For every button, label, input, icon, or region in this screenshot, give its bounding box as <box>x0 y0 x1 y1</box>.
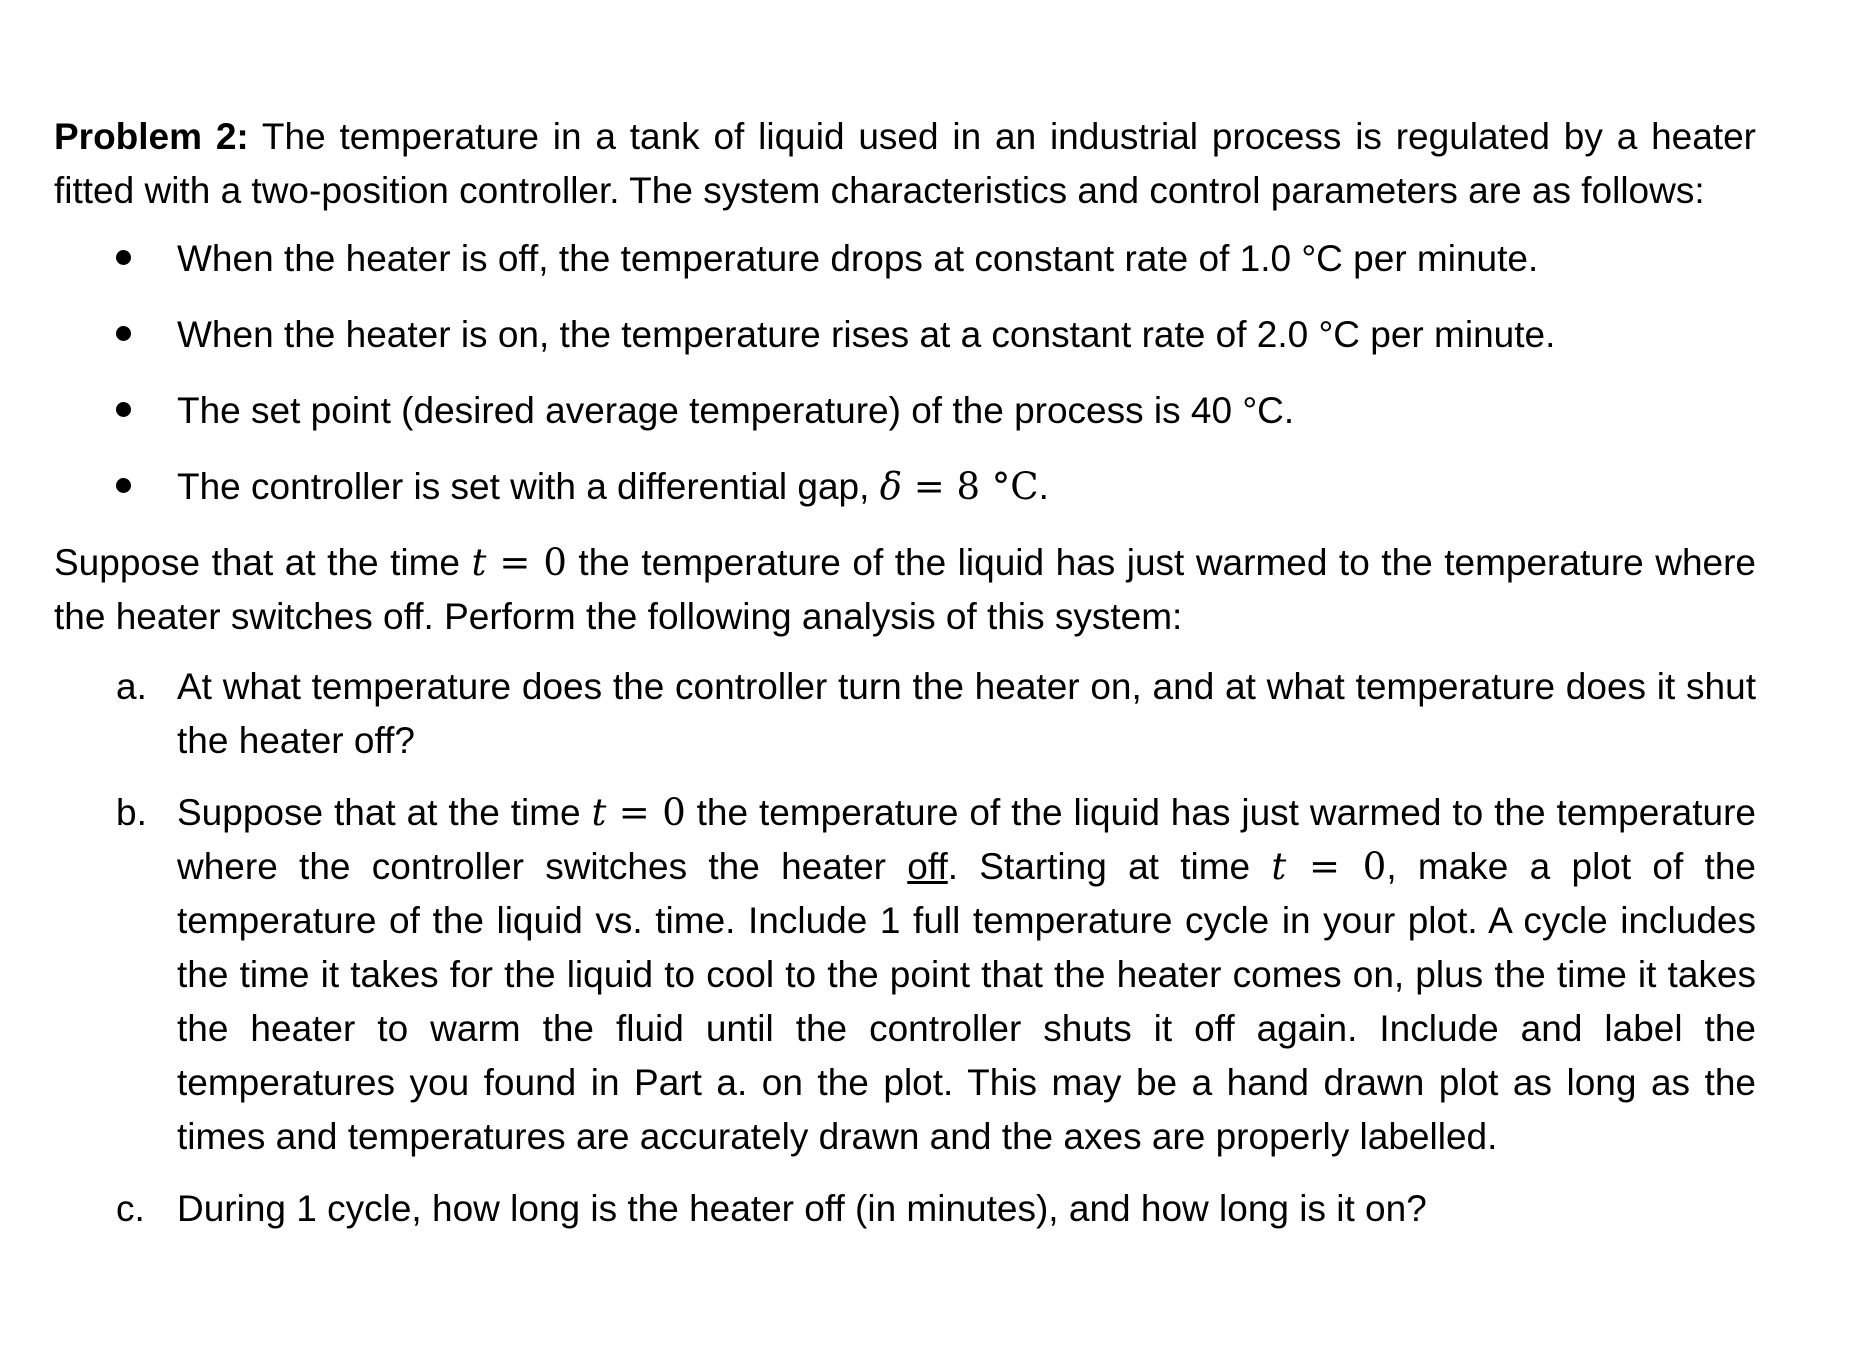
math-value: = 8 °C <box>901 465 1039 508</box>
math-expression <box>1271 845 1386 888</box>
math-variable: t <box>471 541 487 584</box>
document-page <box>54 110 1756 1254</box>
bullet-icon <box>116 402 131 417</box>
question-parts <box>54 660 1756 1236</box>
underlined-word: off <box>907 846 948 887</box>
bullet-suffix: . <box>1038 466 1049 507</box>
bullet-text: The controller is set with a differential gap, <box>177 466 880 507</box>
part-b <box>54 786 1756 1164</box>
bullet-text: The set point (desired average temperature) of the process is 40 °C. <box>177 390 1295 431</box>
part-b-text-2: the temperature of the liquid has just warmed to the temperature where the controller switches the heater <box>177 792 1756 887</box>
suppose-paragraph <box>54 536 1756 644</box>
part-letter: c. <box>116 1188 145 1229</box>
math-variable: t <box>1271 845 1287 888</box>
math-expression <box>592 791 686 834</box>
math-value: = 0 <box>1286 845 1387 888</box>
part-c-text: During 1 cycle, how long is the heater off (in minutes), and how long is it on? <box>177 1188 1427 1229</box>
part-b-text <box>177 786 1756 1164</box>
part-c <box>54 1182 1756 1236</box>
bullet-icon <box>116 326 131 341</box>
problem-heading: Problem 2: <box>54 116 249 157</box>
math-symbol: δ <box>879 465 902 508</box>
part-b-text-4: , make a plot of the temperature of the liquid vs. time. Include 1 full temperature cycle in your plot. A cycle includes the time it takes for the liquid to cool to the point that the heater comes on, plus the time it takes the heater to warm the fluid until the controller shuts it off again. Include and label the temperatures you found in Part a. on the plot. This may be a hand drawn plot as long as the times and temperatures are accurately drawn and the axes are properly labelled. <box>177 846 1756 1157</box>
bullet-icon <box>116 478 131 493</box>
math-expression <box>472 541 567 584</box>
part-b-text-1: Suppose that at the time <box>177 792 592 833</box>
part-a <box>54 660 1756 768</box>
math-value: = 0 <box>486 541 567 584</box>
bullet-icon <box>116 250 131 265</box>
part-a-text: At what temperature does the controller turn the heater on, and at what temperature does it shut the heater off? <box>177 666 1756 761</box>
part-letter: b. <box>116 792 147 833</box>
list-item <box>54 460 1756 514</box>
part-letter: a. <box>116 666 147 707</box>
list-item <box>54 308 1756 362</box>
math-expression <box>880 465 1039 508</box>
part-b-text-3: . Starting at time <box>947 846 1272 887</box>
list-item <box>54 384 1756 438</box>
math-value: = 0 <box>606 791 686 834</box>
suppose-text-end: the temperature of the liquid has just warmed to the temperature where the heater switches off. Perform the following analysis of this system: <box>54 542 1756 637</box>
bullet-text: When the heater is on, the temperature rises at a constant rate of 2.0 °C per minute. <box>177 314 1556 355</box>
bullet-text: When the heater is off, the temperature drops at constant rate of 1.0 °C per minute. <box>177 238 1539 279</box>
parameter-list <box>54 232 1756 514</box>
math-variable: t <box>591 791 607 834</box>
problem-intro-text: The temperature in a tank of liquid used in an industrial process is regulated by a heater fitted with a two-position controller. The system characteristics and control parameters are as follows: <box>54 116 1756 211</box>
problem-intro <box>54 110 1756 218</box>
suppose-text-start: Suppose that at the time <box>54 542 472 583</box>
list-item <box>54 232 1756 286</box>
